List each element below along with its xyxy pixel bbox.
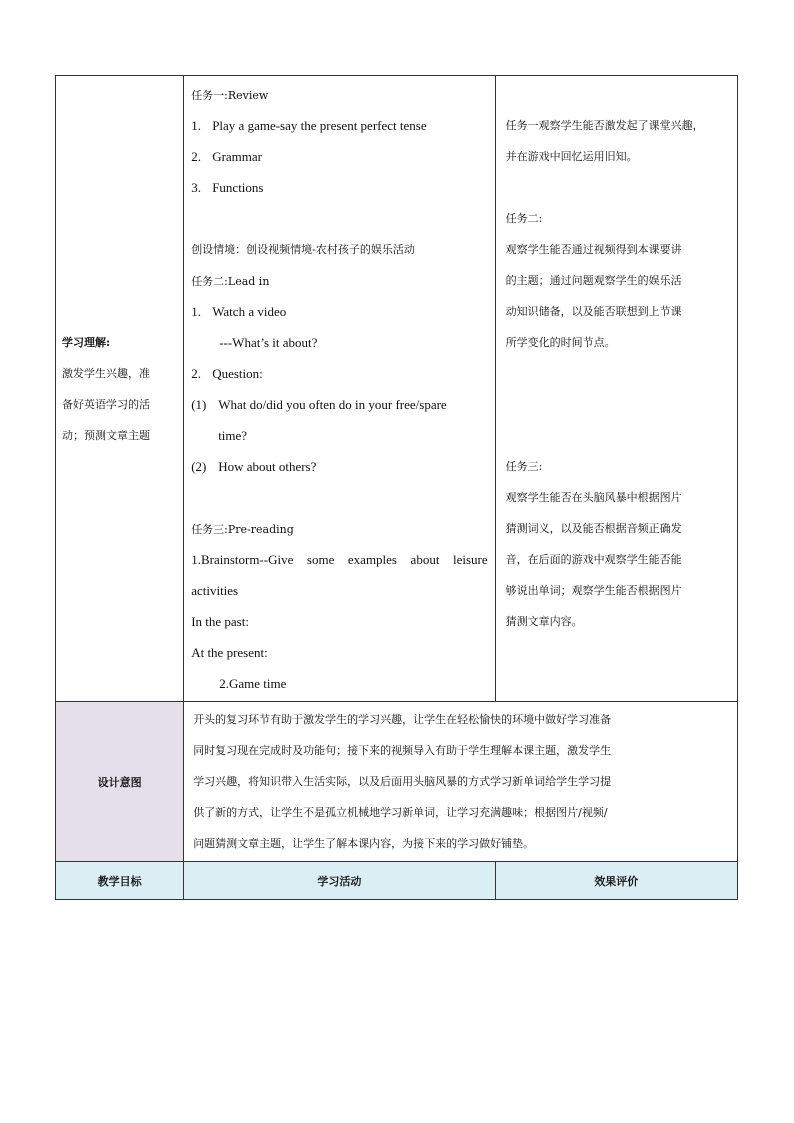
- eval-task3-line: 猜测词义，以及能否根据音频正确发: [505, 522, 682, 535]
- task1-item: 1. Play a game-say the present perfect tense: [191, 118, 427, 133]
- design-text: [184, 702, 738, 862]
- header-activity: 学习活动: [184, 862, 495, 900]
- eval-task2-line: 所学变化的时间节点。: [505, 336, 616, 349]
- header-evaluation: 效果评价: [495, 862, 737, 900]
- task1-title: 任务一:Review: [191, 89, 269, 102]
- task2-title: 任务二:Lead in: [191, 275, 270, 288]
- eval-task3-title: 任务三:: [505, 460, 543, 473]
- design-label: 设计意图: [56, 702, 184, 862]
- header-goal: 教学目标: [56, 862, 184, 900]
- activity-cell: [184, 76, 495, 702]
- eval-task3-line: 观察学生能否在头脑风暴中根据图片: [505, 491, 682, 504]
- scenario-line: 创设情境：创设视频情境-农村孩子的娱乐活动: [191, 243, 415, 256]
- task3-title: 任务三:Pre-reading: [191, 523, 294, 536]
- design-line: 问题猜测文章主题，让学生了解本课内容，为接下来的学习做好铺垫。: [193, 837, 535, 850]
- task3-brainstorm: 1.Brainstorm--Give some examples about leisure: [191, 552, 488, 567]
- task2-question: (1) What do/did you often do in your free/spare: [191, 397, 447, 412]
- design-line: 同时复习现在完成时及功能句；接下来的视频导入有助于学生理解本课主题，激发学生: [193, 744, 612, 757]
- eval-task3-line: 够说出单词；观察学生能否根据图片: [505, 584, 682, 597]
- task2-item: 1. Watch a video: [191, 304, 287, 319]
- header-row: [56, 862, 738, 900]
- eval-task2-line: 动知识储备，以及能否联想到上节课: [505, 305, 682, 318]
- goal-cell: [56, 76, 184, 702]
- eval-task2-line: 观察学生能否通过视频得到本课要讲: [505, 243, 682, 256]
- eval-task3-line: 猜测文章内容。: [505, 615, 583, 628]
- task2-question: (2) How about others?: [191, 459, 317, 474]
- task3-game: 2.Game time: [219, 676, 287, 691]
- design-line: 供了新的方式，让学生不是孤立机械地学习新单词，让学习充满趣味；根据图片/视频/: [193, 806, 608, 819]
- goal-line: 激发学生兴趣，准: [62, 366, 150, 380]
- evaluation-cell: [495, 76, 737, 702]
- task1-item: 3. Functions: [191, 180, 264, 195]
- goal-line: 动；预测文章主题: [62, 428, 150, 442]
- task3-present: At the present:: [191, 645, 268, 660]
- eval-task1-line: 并在游戏中回忆运用旧知。: [505, 150, 638, 163]
- task1-item: 2. Grammar: [191, 149, 262, 164]
- design-line: 开头的复习环节有助于激发学生的学习兴趣，让学生在轻松愉快的环境中做好学习准备: [193, 713, 612, 726]
- task2-subitem: ---What’s it about?: [219, 335, 318, 350]
- task2-item: 2. Question:: [191, 366, 263, 381]
- eval-task2-line: 的主题；通过问题观察学生的娱乐活: [505, 274, 682, 287]
- learning-row: [56, 76, 738, 702]
- eval-task2-title: 任务二:: [505, 212, 543, 225]
- design-line: 学习兴趣，将知识带入生活实际，以及后面用头脑风暴的方式学习新单词给学生学习提: [193, 775, 612, 788]
- lesson-plan-table: [55, 75, 738, 900]
- eval-task1-line: 任务一观察学生能否激发起了课堂兴趣，: [505, 119, 704, 132]
- task3-past: In the past:: [191, 614, 249, 629]
- goal-heading: 学习理解:: [62, 335, 111, 349]
- eval-task3-line: 音，在后面的游戏中观察学生能否能: [505, 553, 682, 566]
- task2-question-cont: time?: [218, 428, 248, 443]
- goal-line: 备好英语学习的活: [62, 397, 150, 411]
- design-row: [56, 702, 738, 862]
- task3-brainstorm-cont: activities: [191, 583, 239, 598]
